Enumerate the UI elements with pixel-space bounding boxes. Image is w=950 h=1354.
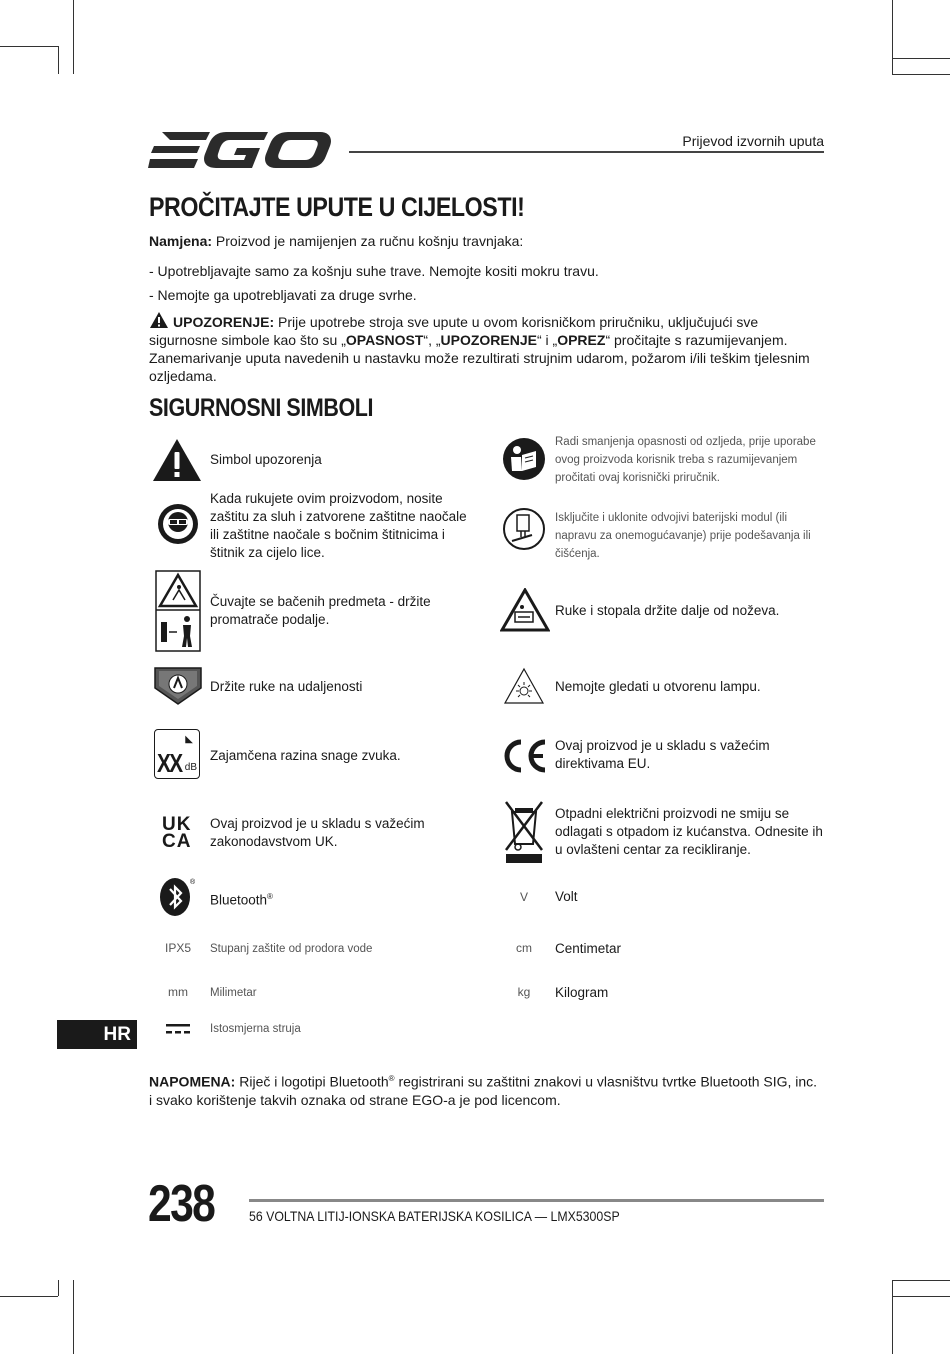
- safety-glasses-icon: [157, 503, 199, 545]
- cm-text: Centimetar: [555, 941, 622, 956]
- warning-text: “ pročitajte s razumijevanjem. Zanemarivanje uputa navedenih u nastavku može rezultirati strujnim udarom, požarom i/ili teškim tjelesnim ozljedama.: [149, 332, 810, 384]
- crop-mark: [892, 1280, 950, 1281]
- protection-text: Kada rukujete ovim proizvodom, nosite zaštitu za sluh i zatvorene zaštitne naočale ili zaštitne naočale s bočnim štitnicima i štitnik za cijelo lice.: [210, 491, 467, 560]
- crop-mark: [73, 0, 74, 74]
- registered-mark: ®: [267, 892, 273, 901]
- read-manual-text: Radi smanjenja opasnosti od ozljeda, prije uporabe ovog proizvoda korisnik treba s razumijevanjem pročitati ovaj korisnički priručnik.: [555, 436, 816, 484]
- hands-feet-text: Ruke i stopala držite dalje od noževa.: [555, 603, 780, 618]
- thrown-objects-text: Čuvajte se bačenih predmeta - držite promatrače podalje.: [210, 594, 431, 627]
- dc-text: Istosmjerna struja: [210, 1023, 301, 1035]
- header-rule: [349, 151, 824, 153]
- page-number: 238: [148, 1175, 215, 1233]
- kg-symbol: kg: [517, 985, 531, 999]
- warning-word-danger: OPASNOST: [345, 332, 424, 348]
- language-tab: HR: [57, 1020, 137, 1049]
- crop-mark: [58, 1280, 59, 1296]
- bluetooth-text: [210, 888, 470, 910]
- purpose-paragraph: [149, 232, 824, 250]
- thrown-objects-icon: [155, 570, 201, 652]
- ce-mark-icon: [501, 738, 549, 774]
- svg-text:®: ®: [190, 879, 196, 886]
- crop-mark: [892, 58, 950, 59]
- registered-mark: ®: [388, 1074, 395, 1083]
- warning-text: Prije upotrebe stroja sve upute u ovom korisničkom priručniku, uključujući sve sigurnosne simbole kao što su „: [149, 314, 759, 348]
- warning-symbol-text: Simbol upozorenja: [210, 452, 322, 467]
- warning-triangle-icon: [149, 311, 169, 329]
- header-label: Prijevod izvornih uputa: [682, 133, 824, 149]
- warning-word-warning: UPOZORENJE: [440, 332, 537, 348]
- symbols-heading: SIGURNOSNI SIMBOLI: [149, 394, 374, 422]
- keep-hands-away-text: Držite ruke na udaljenosti: [210, 679, 363, 694]
- sound-power-value: XX: [157, 748, 182, 778]
- crop-mark: [892, 0, 893, 74]
- mm-text: Milimetar: [210, 987, 257, 999]
- note-text: Riječ i logotipi Bluetooth: [235, 1073, 389, 1090]
- bullet-2: - Nemojte ga upotrebljavati za druge svrhe.: [149, 287, 417, 303]
- footer-rule: [249, 1199, 824, 1202]
- ukca-text: Ovaj proizvod je u skladu s važećim zakonodavstvom UK.: [210, 816, 425, 849]
- crop-mark: [58, 46, 59, 74]
- lamp-warning-icon: [503, 667, 545, 705]
- crop-mark: [892, 1280, 893, 1354]
- warning-text: “, „: [423, 332, 441, 348]
- purpose-text: Proizvod je namijenjen za ručnu košnju travnjaka:: [212, 233, 524, 249]
- note-text: registrirani su zaštitni znakovi u vlasništvu tvrtke Bluetooth SIG, inc. i svako korištenje takvih oznaka od strane EGO-a je pod licencom.: [149, 1073, 818, 1108]
- crop-mark: [892, 74, 950, 75]
- crop-mark: [73, 1280, 74, 1354]
- sound-power-text: Zajamčena razina snage zvuka.: [210, 748, 401, 763]
- warning-word-caution: OPREZ: [557, 332, 606, 348]
- hands-feet-blade-icon: [500, 588, 550, 632]
- weee-bin-icon: [502, 800, 546, 866]
- weee-text: Otpadni električni proizvodi ne smiju se odlagati s otpadom iz kućanstva. Odnesite ih u ovlašteni centar za recikliranje.: [555, 806, 823, 857]
- bluetooth-icon: [159, 876, 197, 918]
- sound-lwa-label: ◣: [185, 734, 193, 745]
- disconnect-text: Isključite i uklonite odvojivi baterijski modul (ili napravu za onemogućavanje) prije podešavanja ili čišćenja.: [555, 512, 811, 560]
- note-paragraph: [149, 1070, 824, 1109]
- sound-power-icon: [154, 729, 200, 779]
- dc-current-icon: [166, 1023, 190, 1035]
- purpose-label: Namjena:: [149, 233, 213, 249]
- ukca-icon-text: UK CA: [162, 814, 192, 852]
- page-title: PROČITAJTE UPUTE U CIJELOSTI!: [149, 192, 525, 222]
- warning-triangle-icon: [151, 437, 203, 483]
- mm-symbol: mm: [168, 985, 188, 999]
- ipx5-symbol: IPX5: [164, 941, 191, 955]
- warning-paragraph: [149, 311, 824, 385]
- ego-logo: [148, 128, 332, 172]
- ukca-icon: [162, 816, 196, 850]
- crop-mark: [0, 1296, 58, 1297]
- read-manual-icon: [502, 437, 546, 481]
- lamp-text: Nemojte gledati u otvorenu lampu.: [555, 679, 761, 694]
- crop-mark: [0, 46, 58, 47]
- warning-text: “ i „: [536, 332, 558, 348]
- disconnect-battery-icon: [502, 507, 546, 551]
- keep-hands-away-icon: [153, 666, 203, 706]
- ce-text: Ovaj proizvod je u skladu s važećim direktivama EU.: [555, 738, 770, 771]
- ipx5-text: Stupanj zaštite od prodora vode: [210, 943, 373, 955]
- kg-text: Kilogram: [555, 985, 609, 1000]
- note-label: NAPOMENA:: [149, 1073, 236, 1090]
- bullet-1: - Upotrebljavajte samo za košnju suhe trave. Nemojte kositi mokru travu.: [149, 263, 599, 279]
- volt-text: Volt: [555, 889, 578, 904]
- warning-label: UPOZORENJE:: [173, 314, 275, 330]
- volt-symbol: V: [519, 890, 528, 904]
- cm-symbol: cm: [516, 941, 532, 955]
- crop-mark: [892, 1296, 950, 1297]
- bluetooth-label: Bluetooth: [210, 892, 268, 908]
- footer-product: 56 VOLTNA LITIJ-IONSKA BATERIJSKA KOSILICA — LMX5300SP: [249, 1208, 620, 1224]
- sound-power-unit: dB: [184, 762, 197, 773]
